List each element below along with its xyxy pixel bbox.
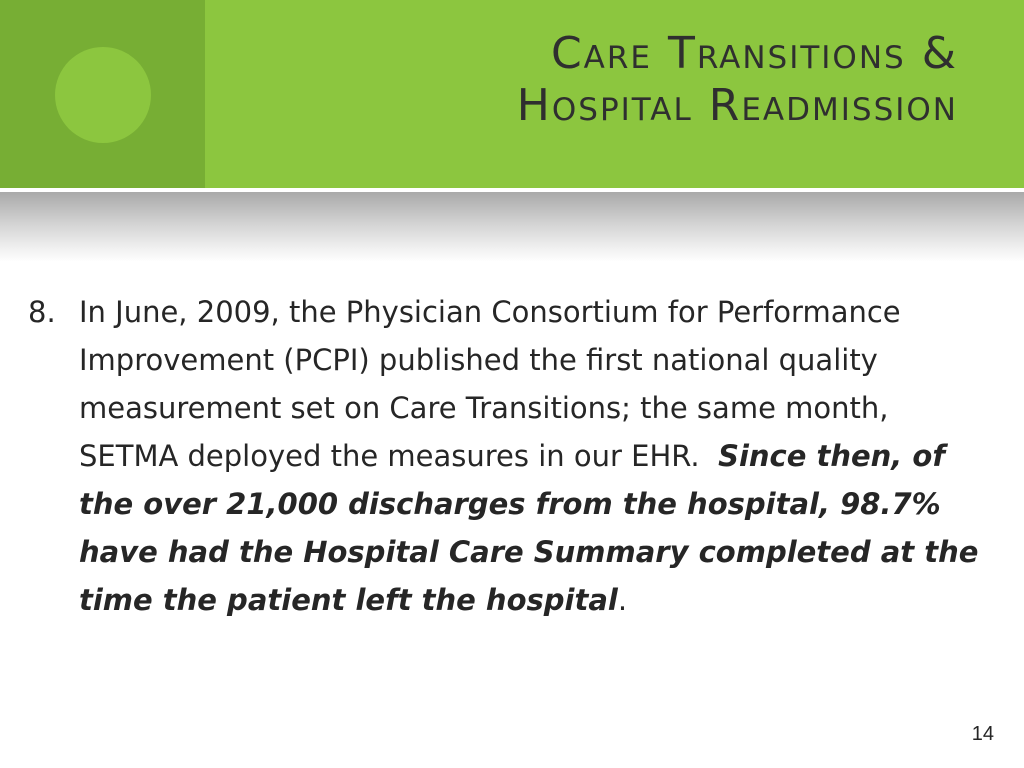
slide-title-line-1: Care Transitions &: [550, 28, 958, 79]
shadow-band: [0, 192, 1024, 262]
list-item-text: [79, 288, 984, 624]
list-item-plain-text: In June, 2009, the Physician Consortium for Performance Improvement (PCPI) published the first national quality measurement set on Care Transitions; the same month, SETMA deployed the measures in our EHR.: [79, 295, 901, 473]
banner-accent-panel: [0, 0, 205, 188]
list-item-emphasis-text: Since then, of the over 21,000 discharges from the hospital, 98.7% have had the Hospital Care Summary completed at the time the patient left the hospital: [79, 439, 979, 617]
page-number: 14: [971, 723, 994, 745]
title-banner: [0, 0, 1024, 188]
decorative-circle: [55, 47, 151, 143]
slide-title-line-2: Hospital Readmission: [516, 80, 958, 131]
slide-title: [398, 28, 958, 132]
list-item-end-punctuation: .: [617, 583, 628, 617]
list-item-number: 8.: [28, 295, 56, 329]
